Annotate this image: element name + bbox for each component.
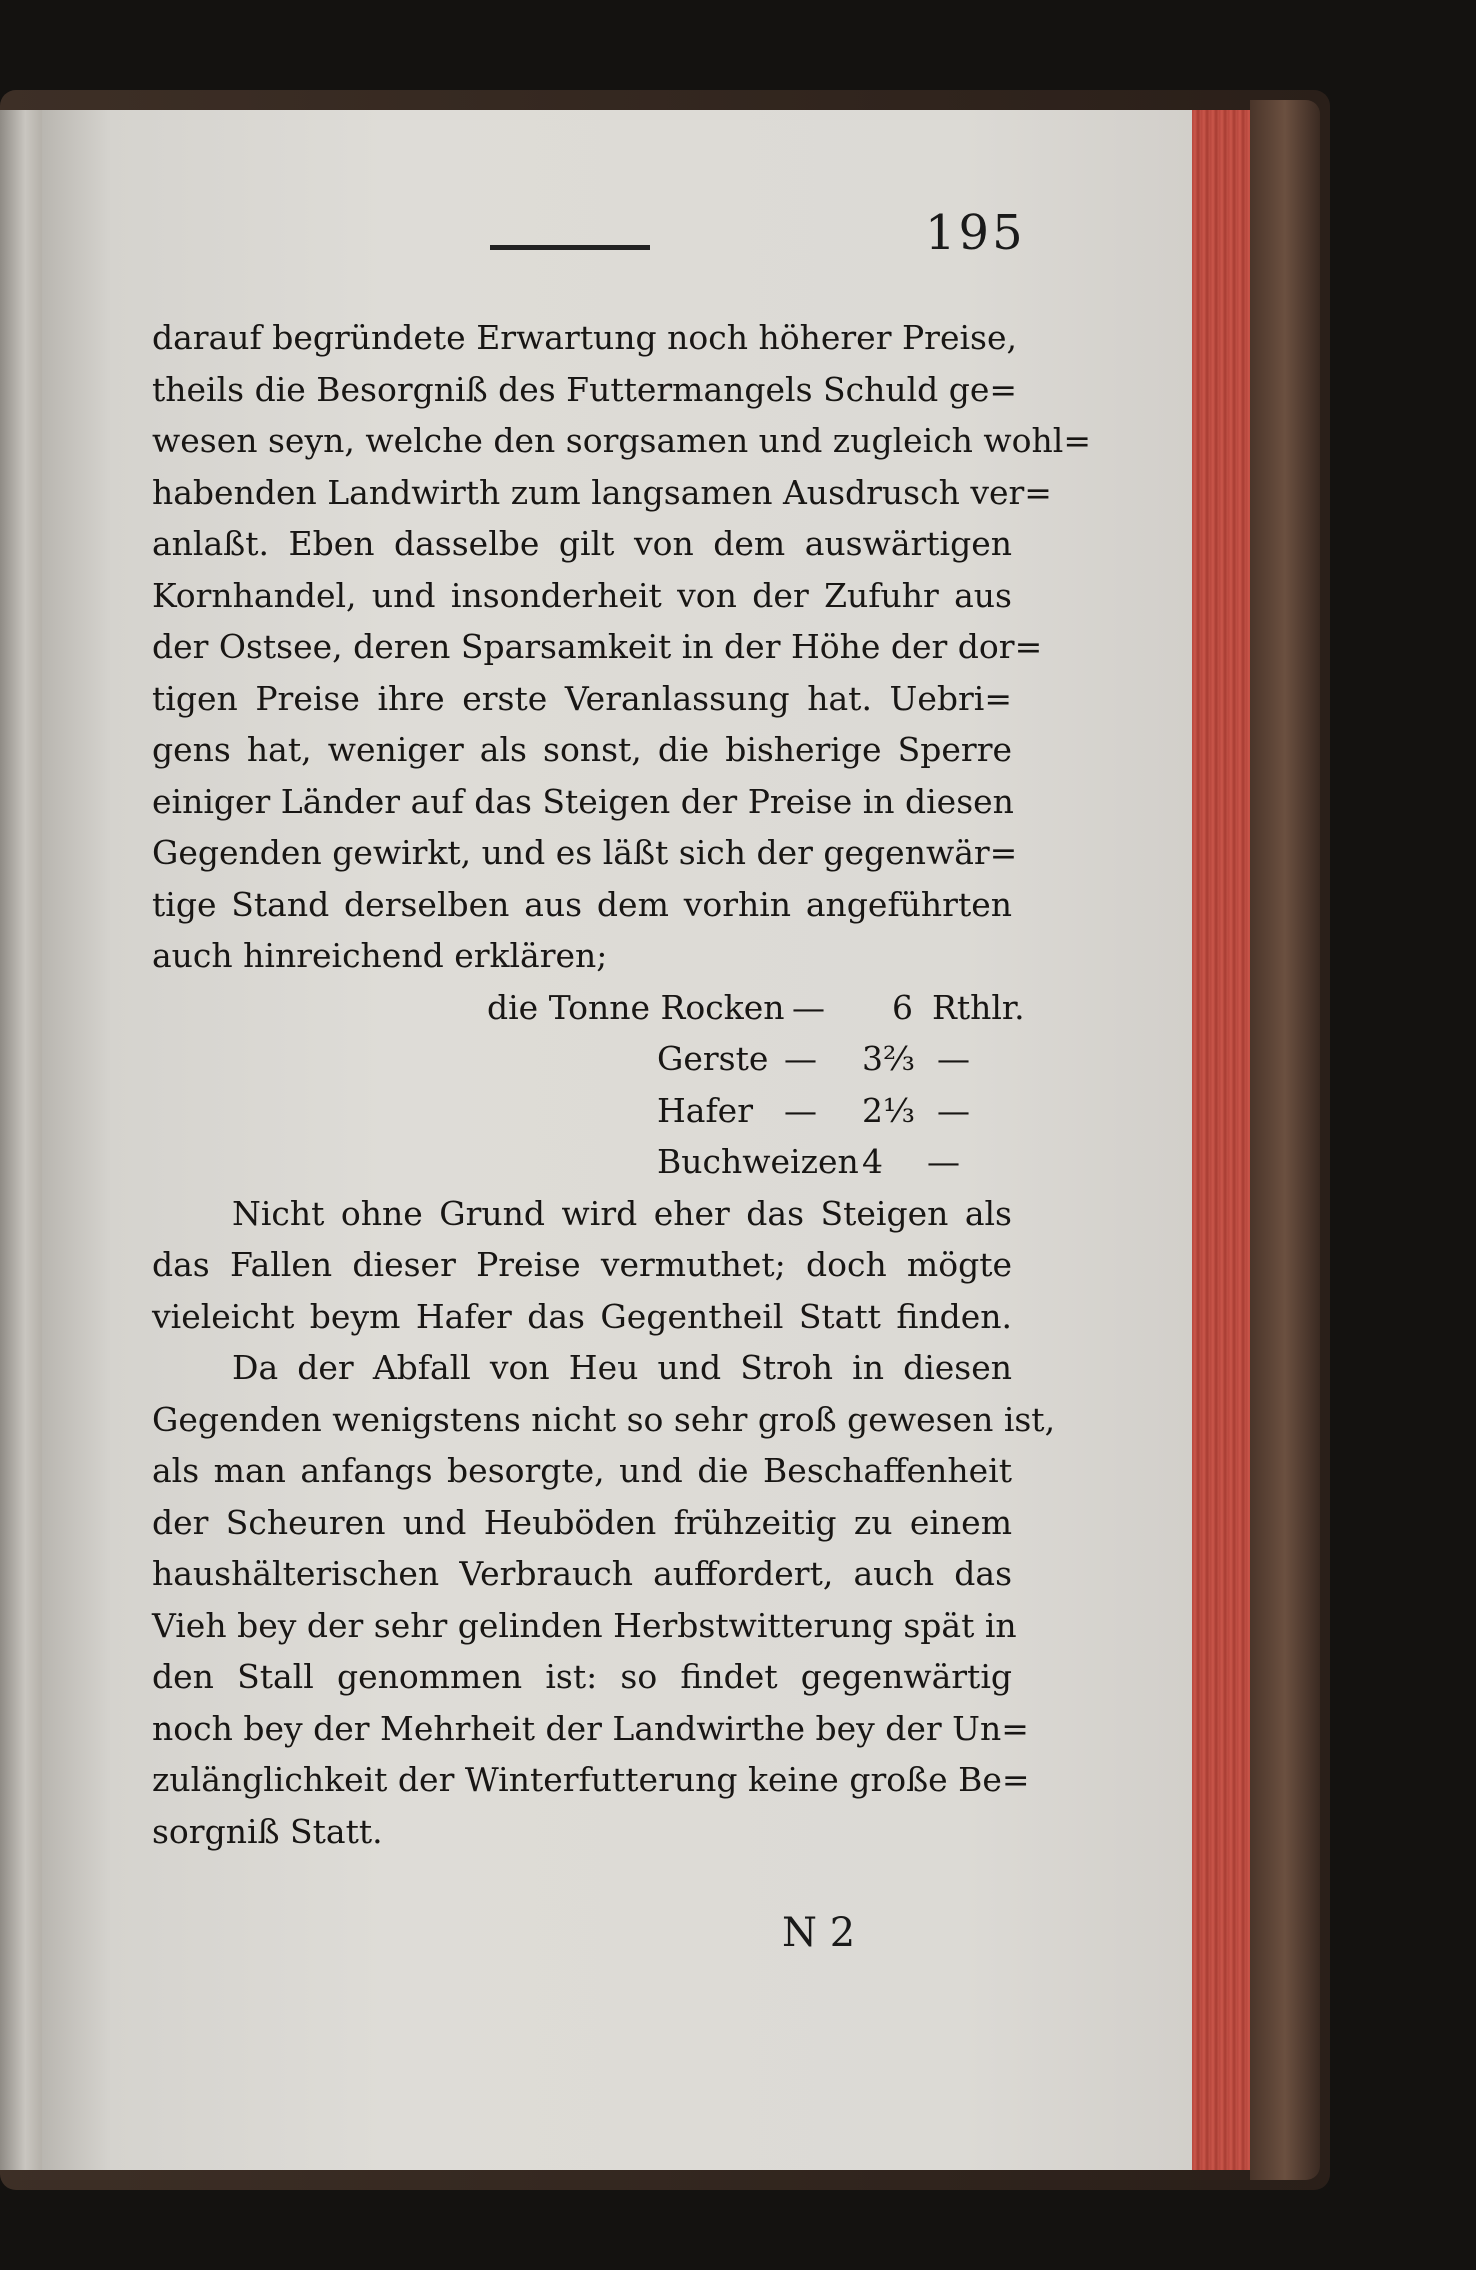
text-line: wesen seyn, welche den sorgsamen und zugleich wohl= (152, 421, 1092, 460)
text-line: Kornhandel, und insonderheit von der Zufuhr aus (152, 575, 1012, 615)
price-row (152, 982, 1025, 1034)
cover-edge (1250, 100, 1320, 2180)
text-line: haushälterischen Verbrauch auffordert, auch das (152, 1554, 1012, 1593)
text-line: gens hat, weniger als sonst, die bisherige Sperre (152, 730, 1012, 769)
paragraph-1 (152, 312, 1092, 982)
text-line: Da der Abfall von Heu und Stroh in diesen (232, 1348, 1012, 1387)
text-line: als man anfangs besorgte, und die Beschaffenheit (152, 1451, 1012, 1490)
text-line: der Ostsee, deren Sparsamkeit in der Höhe der dor= (152, 627, 1043, 666)
text-line: anlaßt. Eben dasselbe gilt von dem auswärtigen (152, 524, 1012, 563)
text-line: vieleicht beym Hafer das Gegentheil Statt finden. (152, 1296, 1012, 1336)
price-amount: 4 (862, 1142, 883, 1181)
text-line: einiger Länder auf das Steigen der Preise in diesen (152, 781, 1014, 821)
paragraph-2 (152, 1188, 1012, 1343)
paragraph-3 (152, 1342, 1056, 1857)
price-label: die Tonne Rocken (487, 987, 785, 1027)
text-line: tige Stand derselben aus dem vorhin angeführten (152, 884, 1012, 924)
text-line: theils die Besorgniß des Futtermangels Schuld ge= (152, 369, 1018, 409)
left-page-edge (0, 110, 44, 2170)
price-unit: — (927, 1142, 960, 1181)
price-unit: — (937, 1039, 970, 1078)
price-label: Buchweizen (657, 1142, 859, 1181)
price-dash: — (792, 987, 825, 1027)
price-dash: — (784, 1090, 817, 1130)
text-line: Gegenden wenigstens nicht so sehr groß gewesen ist, (152, 1399, 1056, 1439)
text-line: der Scheuren und Heuböden frühzeitig zu einem (152, 1502, 1012, 1542)
text-line: Gegenden gewirkt, und es läßt sich der gegenwär= (152, 833, 1018, 872)
price-dash: — (784, 1039, 817, 1078)
text-line: darauf begründete Erwartung noch höherer Preise, (152, 318, 1017, 357)
text-line: den Stall genommen ist: so findet gegenwärtig (152, 1657, 1012, 1696)
text-line: sorgniß Statt. (152, 1811, 383, 1851)
text-line: habenden Landwirth zum langsamen Ausdrusch ver= (152, 472, 1052, 512)
text-line: auch hinreichend erklären; (152, 936, 608, 975)
price-label: Hafer (657, 1090, 753, 1130)
text-block (152, 312, 1092, 1857)
text-line: Nicht ohne Grund wird eher das Steigen als (232, 1193, 1012, 1233)
price-label: Gerste (657, 1039, 769, 1078)
red-page-edges (1192, 110, 1253, 2170)
price-row (152, 1085, 1012, 1137)
price-unit: — (937, 1090, 970, 1130)
text-line: tigen Preise ihre erste Veranlassung hat. Uebri= (152, 678, 1012, 718)
text-line: das Fallen dieser Preise vermuthet; doch mögte (152, 1245, 1012, 1284)
text-line: zulänglichkeit der Winterfutterung keine große Be= (152, 1760, 1030, 1799)
price-unit: Rthlr. (932, 987, 1025, 1027)
page-number: 195 (925, 205, 1026, 261)
price-row (152, 1136, 1012, 1188)
price-amount: 6 (892, 987, 913, 1027)
price-table (152, 982, 1025, 1188)
text-line: noch bey der Mehrheit der Landwirthe bey der Un= (152, 1708, 1029, 1748)
price-amount: 3⅔ (862, 1039, 915, 1078)
signature-mark: N 2 (782, 1910, 856, 1956)
price-amount: 2⅓ (862, 1090, 915, 1130)
price-row (152, 1033, 1012, 1085)
header-rule (490, 245, 650, 250)
text-line: Vieh bey der sehr gelinden Herbstwitterung spät in (152, 1605, 1017, 1645)
